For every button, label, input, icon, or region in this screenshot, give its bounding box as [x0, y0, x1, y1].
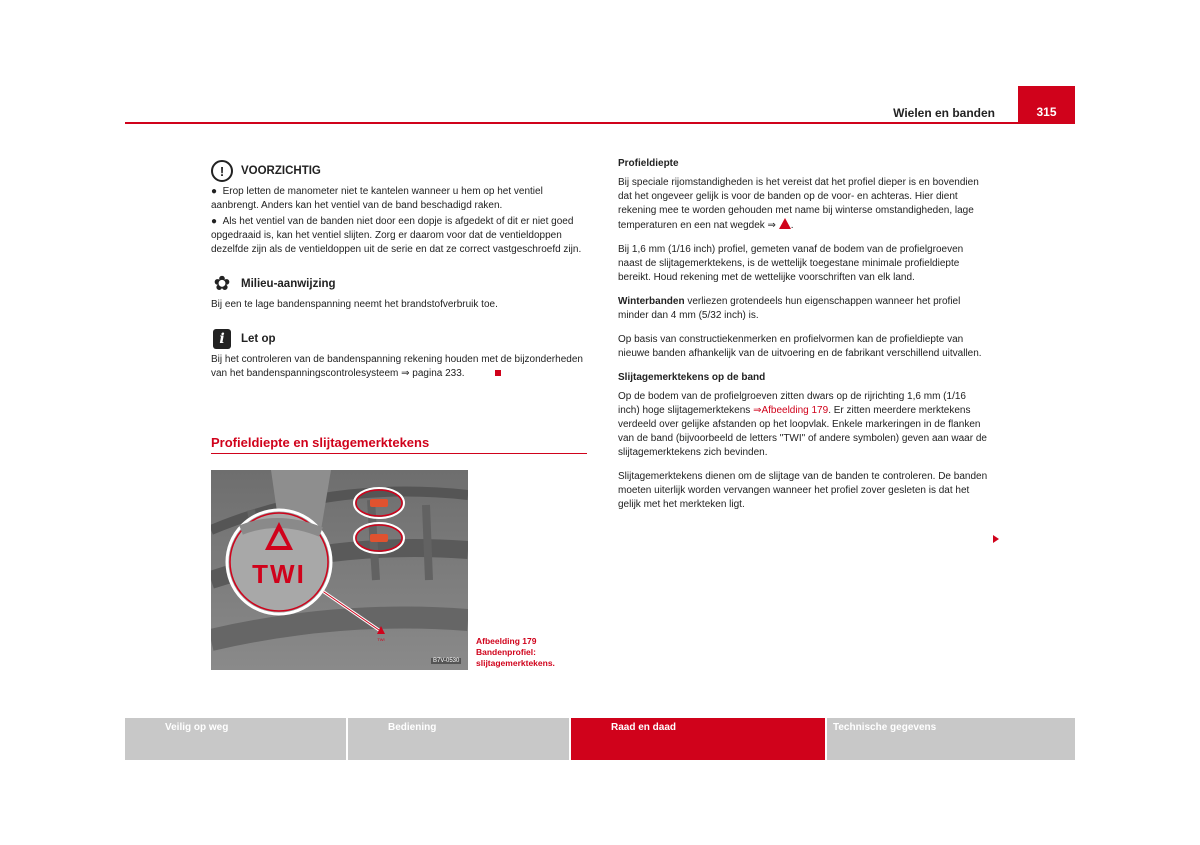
caution-icon: ! [211, 160, 233, 182]
flower-icon: ✿ [213, 273, 231, 295]
page-number [1018, 86, 1075, 124]
svg-text:TWI: TWI [377, 637, 385, 642]
tab-label: Veilig op weg [165, 722, 229, 733]
figure-link[interactable]: ⇒Afbeelding 179 [753, 405, 829, 416]
wear-title: Slijtagemerktekens op de band [618, 372, 766, 383]
wear-text-a: Op de bodem van de profielgroeven zitten dwars op de rijrichting 1,6 mm (1/16 inch) hoge slijtagemerktekens [618, 391, 966, 416]
wear-text-b: . Er zitten meerdere merktekens verdeeld over gelijke afstanden op het loopvlak. Enkele markeringen in de flanken van de band (bijvoorbeeld de letters "TWI" of andere symbolen) geven aan waar de slijtagemerktekens zich bevinden. [618, 405, 987, 458]
tab-raad-en-daad[interactable] [571, 718, 825, 760]
tire-tread-figure [211, 470, 468, 670]
page-number-text: 315 [1036, 105, 1057, 119]
winter-paragraph [618, 295, 990, 323]
tab-technische-gegevens[interactable] [827, 718, 1075, 760]
wear-paragraph-1 [618, 390, 990, 460]
caution-bullet-2-text: Als het ventiel van de banden niet door een dopje is afgedekt of dit er niet goed opgedraaid is, kan het ventiel slijten. Zorg er daarom voor dat de ventieldoppen dezelfde zijn als de ventieldoppen uit de serie en dat ze correct vastgeschroefd zijn. [211, 216, 582, 255]
caution-bullet-2: ● Als het ventiel van de banden niet door een dopje is afgedekt of dit er niet goed opgedraaid is, kan het ventiel slijten. Zorg er daarom voor dat de ventieldoppen dezelfde zijn als de ventieldoppen uit de serie en dat ze correct vastgeschroefd zijn. [211, 216, 582, 255]
wear-paragraph-2: Slijtagemerktekens dienen om de slijtage van de banden te controleren. De banden moeten uiterlijk worden vervangen wanneer het profiel zover gesleten is dat het gelijk met het merkteken ligt. [618, 471, 988, 510]
caution-heading [211, 160, 587, 182]
tab-bediening[interactable] [348, 718, 569, 760]
end-marker-icon [495, 370, 501, 376]
left-column [211, 160, 587, 381]
profile-paragraph-1-text: Bij speciale rijomstandigheden is het vereist dat het profiel dieper is en bovendien dat het ongeveer gelijk is voor de banden op de voor- en achteras. Hier dient rekening mee te worden gehouden met name bij winterse omstandigheden, lage temperaturen en een nat wegdek ⇒ [618, 177, 979, 231]
profile-title: Profieldiepte [618, 158, 679, 169]
twi-label: TWI [252, 559, 306, 589]
note-text [211, 353, 587, 381]
figure-code: B7V-0530 [433, 658, 460, 664]
caution-bullet-1: ● Erop letten de manometer niet te kantelen wanneer u hem op het ventiel aanbrengt. Anders kan het ventiel van de band beschadigd raken. [211, 186, 543, 211]
caution-bullet-1-text: Erop letten de manometer niet te kantelen wanneer u hem op het ventiel aanbrengt. Anders kan het ventiel van de band beschadigd raken. [211, 186, 543, 211]
note-heading [211, 328, 587, 350]
chapter-title: Wielen en banden [893, 106, 995, 120]
profile-paragraph-2: Bij 1,6 mm (1/16 inch) profiel, gemeten vanaf de bodem van de profielgroeven naast de slijtagemerktekens, is de wettelijk toegestane minimale profieldiepte bereikt. Houd rekening met de wettelijke voorschriften van elk land. [618, 244, 964, 283]
profile-paragraph-1: Bij speciale rijomstandigheden is het vereist dat het profiel dieper is en bovendien dat het ongeveer gelijk is voor de banden op de voor- en achteras. Hier dient rekening mee te worden gehouden met name bij winterse omstandigheden, lage temperaturen en een nat wegdek ⇒ . [618, 177, 979, 231]
caution-title: VOORZICHTIG [241, 165, 321, 177]
construction-paragraph: Op basis van constructiekenmerken en profielvormen kan de profieldiepte van nieuwe banden afhankelijk van de uitvoering en de fabrikant verschillend uitvallen. [618, 334, 982, 359]
info-icon: i [211, 328, 233, 350]
environment-title: Milieu-aanwijzing [241, 278, 336, 290]
note-title: Let op [241, 333, 276, 345]
tab-label: Technische gegevens [833, 722, 937, 733]
winter-bold: Winterbanden [618, 296, 685, 307]
section-rule [211, 453, 587, 454]
right-column [618, 157, 990, 522]
environment-heading [211, 273, 587, 295]
figure-caption: Afbeelding 179 Bandenprofiel: slijtagemerktekens. [476, 636, 555, 668]
tab-label: Bediening [388, 722, 437, 733]
continue-arrow-icon [993, 535, 999, 543]
tab-veilig-op-weg[interactable] [125, 718, 346, 760]
environment-text: Bij een te lage bandenspanning neemt het brandstofverbruik toe. [211, 299, 498, 310]
header-rule [125, 122, 1020, 124]
warning-triangle-icon [779, 218, 791, 229]
section-title: Profieldiepte en slijtagemerktekens [211, 435, 430, 450]
winter-text: verliezen grotendeels hun eigenschappen wanneer het profiel minder dan 4 mm (5/32 inch) is. [618, 296, 961, 321]
tab-label: Raad en daad [611, 722, 677, 733]
note-text-content: Bij het controleren van de bandenspanning rekening houden met de bijzonderheden van het bandenspanningscontrolesysteem ⇒ pagina 233. [211, 354, 583, 379]
